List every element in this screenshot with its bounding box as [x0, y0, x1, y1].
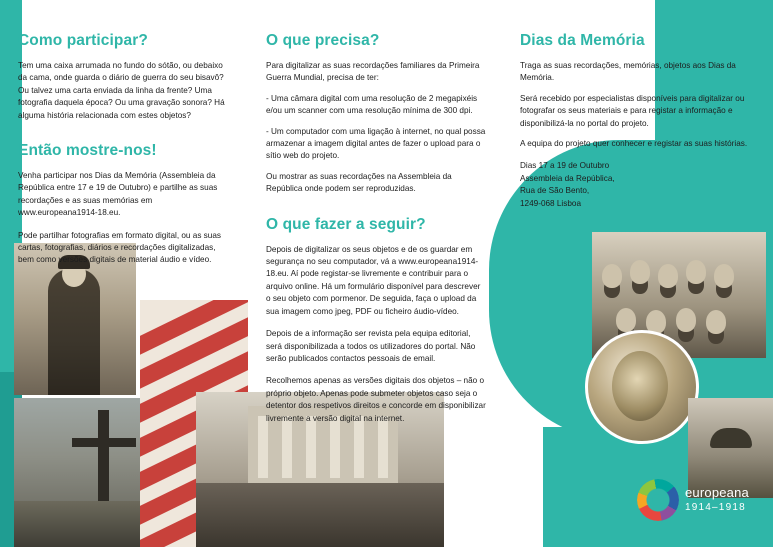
middle-paragraph-4: Ou mostrar as suas recordações na Assembleia da República onde podem ser reproduzidas.: [266, 171, 452, 194]
heading-o-que-precisa: O que precisa?: [266, 32, 380, 49]
middle-paragraph-2: - Uma câmara digital com uma resolução de 2 megapixéis e/ou um scanner com uma resolução mínima de 300 dpi.: [266, 93, 478, 116]
left-paragraph-1: Tem uma caixa arrumada no fundo do sótão, ou debaixo da cama, onde guarda o diário de guerra do seu bisavô? Ou talvez uma carta enviada da linha da frente? Uma fotografia daquela época? Ou uma gravação sonora? Há alguma história relacionada com estes objetos?: [18, 61, 225, 120]
middle-paragraph-3: - Um computador com uma ligação à internet, no qual possa armazenar a imagem digital antes de fazer o upload para o sítio web do projeto.: [266, 126, 486, 161]
europeana-swirl-icon: [637, 479, 679, 521]
soldier-head: [686, 260, 706, 284]
left-paragraph-2: Venha participar nos Dias da Memória (Assembleia da República entre 17 e 19 de Outubro) e partilhe as suas recordações e as suas memórias em www.europeana1914-18.eu.: [18, 171, 218, 218]
middle-paragraph-5: Depois de digitalizar os seus objetos e de os guardar em segurança no seu computador, vá a www.europeana1914-18.eu. Aí pode registar-se livremente e contribuir para o arquivo online. Há um formulário disponível para descrever o seu objeto com pormenor. De seguida, faça o upload da sua imagem como jpeg, PDF ou ficheiro áudio-vídeo.: [266, 244, 481, 316]
crowd-silhouette: [196, 483, 444, 547]
middle-paragraph-6: Depois de a informação ser revista pela equipa editorial, será disponibilizada a todos os utilizadores do portal. Não serão publicados contactos pessoais de email.: [266, 329, 476, 363]
soldier-body-shape: [48, 269, 100, 395]
address-line-3: Rua de São Bento,: [520, 186, 590, 196]
soldier-head: [630, 260, 650, 284]
soldier-head: [658, 264, 678, 288]
right-paragraph-1: Traga as suas recordações, memórias, objetos aos Dias da Memória.: [520, 61, 736, 83]
right-paragraph-2: Será recebido por especialistas disponíveis para digitalizar ou fotografar os seus materiais e para registar a informação e disponibilizá-la no portal do projeto.: [520, 93, 745, 128]
left-paragraph-3: Pode partilhar fotografias em formato digital, ou as suas cartas, fotografias, diários e recordações digitalizadas, bem como versões digitais de material áudio e vídeo.: [18, 230, 221, 265]
address-line-4: 1249-068 Lisboa: [520, 198, 582, 208]
address-line-2: Assembleia da República,: [520, 173, 615, 183]
swirl-center-dot: [652, 494, 664, 506]
soldier-head: [714, 264, 734, 288]
heading-o-que-fazer-a-seguir: O que fazer a seguir?: [266, 215, 426, 233]
soldier-head: [616, 308, 636, 332]
middle-paragraph-1: Para digitalizar as suas recordações familiares da Primeira Guerra Mundial, precisa de ter:: [266, 61, 480, 83]
soldier-head: [706, 310, 726, 334]
address-line-1: Dias 17 a 19 de Outubro: [520, 161, 610, 171]
middle-text-column: [266, 32, 486, 435]
soldier-head: [676, 308, 696, 332]
soldier-head: [602, 264, 622, 288]
left-text-column: [18, 32, 233, 277]
europeana-years: 1914–1918: [685, 502, 746, 513]
middle-paragraph-7: Recolhemos apenas as versões digitais dos objetos – não o próprio objeto. Apenas pode submeter objetos caso seja o detentor dos respetivos direitos e concorde em disponibilizar livremente a versão digital na internet.: [266, 376, 486, 423]
europeana-wordmark: europeana: [685, 485, 749, 500]
cross-horizontal-beam: [72, 438, 136, 447]
medal-coin-shape: [612, 351, 668, 421]
helmet-shape: [710, 428, 752, 448]
heading-entao-mostre-nos: Então mostre-nos!: [18, 142, 157, 160]
heading-como-participar: Como participar?: [18, 32, 148, 49]
right-text-column: [520, 32, 748, 220]
photo-medal-circle: [585, 330, 699, 444]
europeana-logo: [637, 477, 757, 527]
heading-dias-da-memoria: Dias da Memória: [520, 32, 645, 49]
right-paragraph-3: A equipa do projeto quer conhecer e registar as suas histórias.: [520, 139, 748, 149]
